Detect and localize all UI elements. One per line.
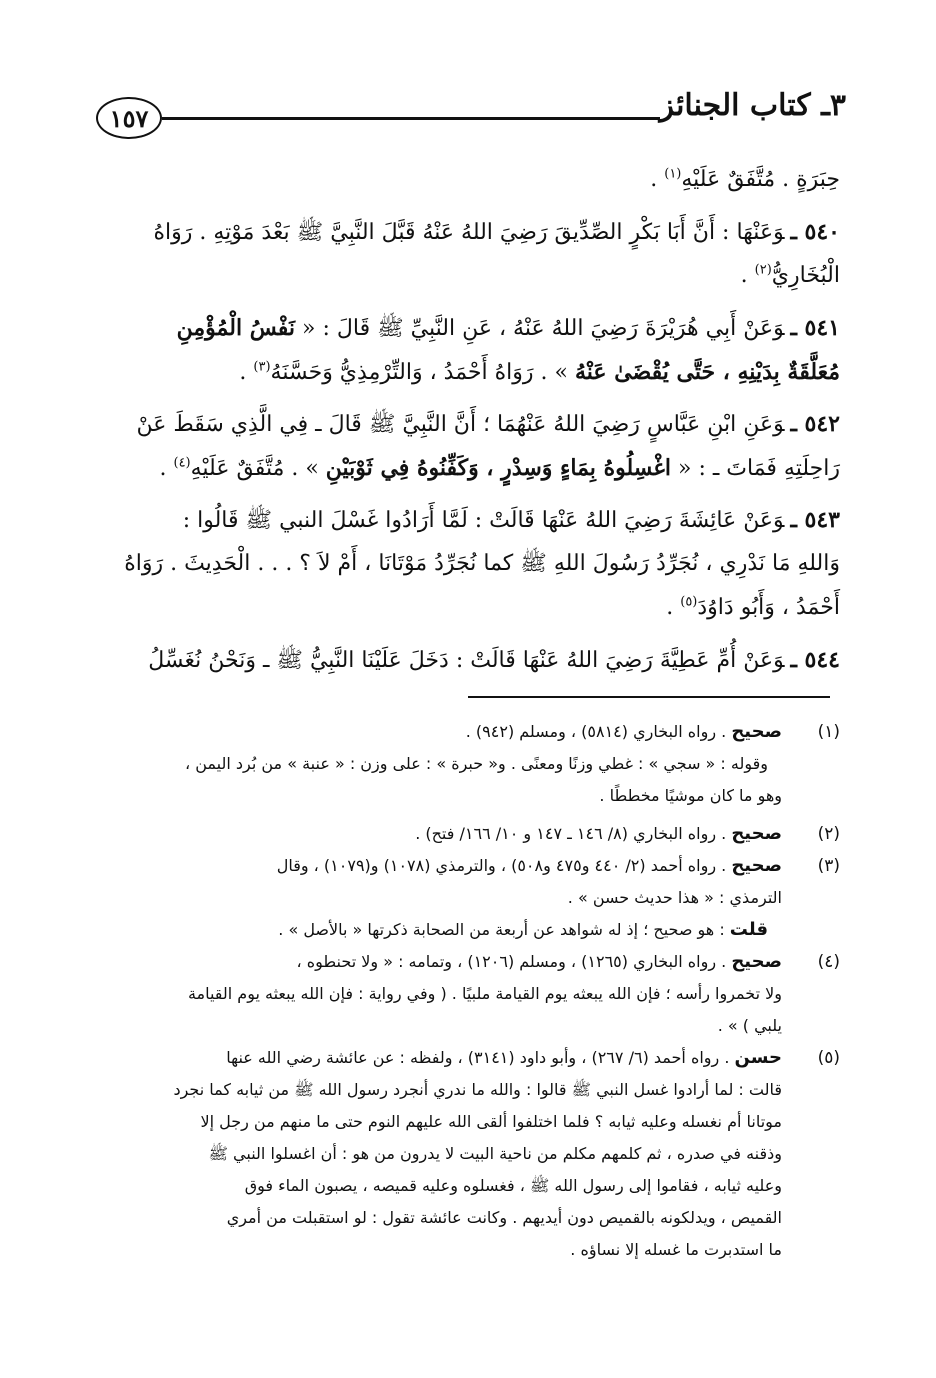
main-text <box>100 158 840 682</box>
text-line: الْبُخَارِيُّ$^{(٢)}$ . <box>740 262 840 288</box>
grade-label: صحيح <box>731 721 782 742</box>
footnotes <box>100 716 840 1266</box>
hadith-number: ٥٤٣ ـ <box>790 507 840 533</box>
footnote-line: ما استدبرت ما غسله إلا نساؤه . <box>570 1240 782 1259</box>
grade-label: حسن <box>734 1047 782 1068</box>
text-line: ٥٤١ ـوَعَنْ أَبِي هُرَيْرَةَ رَضِيَ اللهُ عَنْهُ ، عَنِ النَّبِيِّ ﷺ قَالَ : « نَفْسُ الْمُؤْمِنِ <box>176 315 840 341</box>
text-line: ٥٤٤ ـوَعَنْ أُمِّ عَطِيَّةَ رَضِيَ اللهُ عَنْهَا قَالَتْ : دَخَلَ عَلَيْنَا النَّبِيُّ ﷺ ـ وَنَحْنُ نُغَسِّلُ <box>148 647 840 673</box>
footnote-line: صحيح . رواه البخاري (٨/ ١٤٦ ـ ١٤٧ و ١٠/ ١٦٦/ فتح) . <box>415 823 782 844</box>
footnote-3 <box>100 850 840 946</box>
footnote-ref: (٣) <box>253 359 271 375</box>
footnote-2 <box>100 818 840 850</box>
footnote-line: وهو ما كان موشيًا مخططًا . <box>599 786 782 805</box>
note-label: قلت <box>729 919 768 940</box>
footnote-number: (٥) <box>817 1048 840 1068</box>
text-line: رَاحِلَتِهِ فَمَاتَ ـ : « اغْسِلُوهُ بِمَاءٍ وَسِدْرٍ ، وَكَفِّنُوهُ فِي ثَوْبَيْنِ » . مُتَّفَقٌ عَلَيْهِ$^{(٤)}$ . <box>159 455 840 481</box>
text-line: مُعَلَّقَةٌ بِدَيْنِهِ ، حَتَّى يُقْضَىٰ عَنْهُ » . رَوَاهُ أَحْمَدُ ، وَالتِّرْمِذِيُّ وَحَسَّنَهُ$^{(٣)}$ . <box>239 359 840 385</box>
page-number: ١٥٧ <box>96 97 162 139</box>
hadith-543 <box>100 498 840 630</box>
hadith-544 <box>100 638 840 682</box>
footnote-line: وعليه ثيابه ، فقاموا إلى رسول الله ﷺ ، فغسلوه وعليه قميصه ، يصبون الماء فوق <box>244 1176 782 1195</box>
footnote-line: يلبي ) » . <box>717 1016 782 1035</box>
footnote-line: الترمذي : « هذا حديث حسن » . <box>567 888 782 907</box>
footnote-line: قلت : هو صحيح ؛ إذ له شواهد عن أربعة من الصحابة ذكرتها « بالأصل » . <box>278 919 768 940</box>
footnote-number: (٢) <box>817 824 840 844</box>
footnote-line: وقوله : « سجي » : غطي وزنًا ومعنًى . و« حبرة » : على وزن : « عنبة » من بُرد اليمن ، <box>184 754 768 773</box>
hadith-number: ٥٤٠ ـ <box>790 219 840 245</box>
footnote-line: القميص ، ويدلكونه بالقميص دون أيديهم . وكانت عائشة تقول : لو استقبلت من أمري <box>226 1208 782 1227</box>
footnote-line: قالت : لما أرادوا غسل النبي ﷺ قالوا : والله ما ندري أنجرد رسول الله ﷺ من ثيابه كما نجرد <box>173 1080 782 1099</box>
text-line: ٥٤٣ ـوَعَنْ عَائِشَةَ رَضِيَ اللهُ عَنْهَا قَالَتْ : لَمَّا أَرَادُوا غَسْلَ النبي ﷺ قَالُوا : <box>182 507 840 533</box>
footnote-number: (١) <box>817 722 840 742</box>
footnote-number: (٣) <box>817 856 840 876</box>
footnote-line: صحيح . رواه البخاري (٥٨١٤) ، ومسلم (٩٤٢) . <box>465 721 782 742</box>
footnote-line: ولا تخمروا رأسه ؛ فإن الله يبعثه يوم القيامة ملبيًا . ( وفي رواية : فإن الله يبعثه يوم القيامة <box>187 984 782 1003</box>
grade-label: صحيح <box>731 823 782 844</box>
hadith-541 <box>100 306 840 394</box>
hadith-542 <box>100 402 840 490</box>
quoted-text: مُعَلَّقَةٌ بِدَيْنِهِ ، حَتَّى يُقْضَىٰ عَنْهُ <box>574 359 840 385</box>
header-rule <box>162 117 660 120</box>
text-line: وَاللهِ مَا نَدْرِي ، نُجَرِّدُ رَسُولَ اللهِ ﷺ كما نُجَرِّدُ مَوْتَانَا ، أَمْ لاَ ؟ . . . الْحَدِيثَ . رَوَاهُ <box>124 551 840 576</box>
grade-label: صحيح <box>731 951 782 972</box>
text-line: أَحْمَدُ ، وَأَبُو دَاوُدَ$^{(٥)}$ . <box>666 594 840 620</box>
text-line: حِبَرَةٍ . مُتَّفَقٌ عَلَيْهِ$^{(١)}$ . <box>650 166 840 192</box>
text-line: ٥٤٠ ـوَعَنْهَا : أَنَّ أَبَا بَكْرٍ الصِّدِّيقَ رَضِيَ اللهُ عَنْهُ قَبَّلَ النَّبِيَّ ﷺ بَعْدَ مَوْتِهِ . رَوَاهُ <box>153 219 840 245</box>
hadith-540 <box>100 210 840 298</box>
footnote-line: صحيح . رواه أحمد (٢/ ٤٤٠ و٤٧٥ و٥٠٨) ، والترمذي (١٠٧٨) و(١٠٧٩) ، وقال <box>276 855 782 876</box>
footnote-line: صحيح . رواه البخاري (١٢٦٥) ، ومسلم (١٢٠٦) ، وتمامه : « ولا تحنطوه ، <box>296 951 782 972</box>
text-line: ٥٤٢ ـوَعَنِ ابْنِ عَبَّاسٍ رَضِيَ اللهُ عَنْهُمَا ؛ أَنَّ النَّبِيَّ ﷺ قَالَ ـ فِي الَّذِي سَقَطَ عَنْ <box>136 411 840 437</box>
footnote-ref: (٢) <box>754 262 772 278</box>
footnote-ref: (٤) <box>173 455 191 471</box>
footnote-number: (٤) <box>817 952 840 972</box>
footnote-ref: (٥) <box>680 594 698 610</box>
grade-label: صحيح <box>731 855 782 876</box>
footnote-separator <box>468 696 830 698</box>
footnote-4 <box>100 946 840 1042</box>
footnote-1 <box>100 716 840 812</box>
footnote-ref: (١) <box>664 166 682 182</box>
chapter-title: ٣ـ كتاب الجنائز <box>659 88 846 123</box>
quoted-text: نَفْسُ الْمُؤْمِنِ <box>176 315 296 341</box>
footnote-5 <box>100 1042 840 1266</box>
hadith-number: ٥٤١ ـ <box>790 315 840 341</box>
footnote-line: موتانا أم نغسله وعليه ثيابه ؟ فلما اختلفوا ألقى الله عليهم النوم حتى ما منهم من رجل إلا <box>200 1112 782 1131</box>
hadith-number: ٥٤٢ ـ <box>790 411 840 437</box>
quoted-text: اغْسِلُوهُ بِمَاءٍ وَسِدْرٍ ، وَكَفِّنُوهُ فِي ثَوْبَيْنِ <box>325 455 671 481</box>
hadith-number: ٥٤٤ ـ <box>790 647 840 673</box>
footnote-line: حسن . رواه أحمد (٦/ ٢٦٧) ، وأبو داود (٣١٤١) ، ولفظه : عن عائشة رضي الله عنها <box>226 1047 782 1068</box>
footnote-line: وذقنه في صدره ، ثم كلمهم مكلم من ناحية البيت لا يدرون من هو : أن اغسلوا النبي ﷺ <box>208 1144 782 1163</box>
